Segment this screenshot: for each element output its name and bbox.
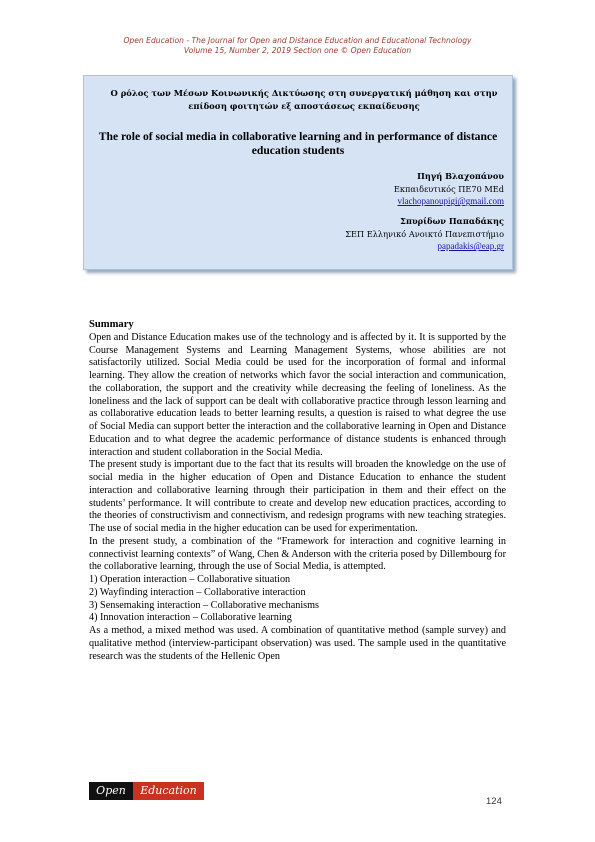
summary-paragraph: The present study is important due to the fact that its results will broaden the knowledge on the use of social media in the higher education of Open and Distance Education to enhance the student interaction and collaborative learning through their participation in them and their effect on the students’ performance. It will contribute to create and develop new education practices, according to the theories of constructivism and connectivism, and redesign programs with new teaching strategies. The use of social media in the higher education can be used for experimentation. <box>89 459 506 534</box>
journal-header <box>0 36 595 56</box>
list-item: 4) Innovation interaction – Collaborative learning <box>89 612 292 624</box>
author-block <box>394 170 504 208</box>
list-item: 1) Operation interaction – Collaborative situation <box>89 574 291 585</box>
author-block <box>345 215 504 253</box>
title-box <box>83 75 513 270</box>
open-education-logo <box>89 782 204 800</box>
greek-title: Ο ρόλος των Μέσων Κοινωνικής Δικτύωσης στη συνεργατική μάθηση και στην επίδοση φοιτητών εξ αποστάσεως εκπαίδευσης <box>110 88 498 111</box>
english-title: The role of social media in collaborative learning and in performance of distance education students <box>98 130 498 157</box>
author-email-link[interactable]: vlachopanoupigi@gmail.com <box>397 196 504 207</box>
summary-paragraph: Open and Distance Education makes use of the technology and is affected by it. It is supported by the Course Management Systems and Learning Management Systems, whose abilities are not satisfactorily utilized. Social Media could be used for the incorporation of formal and informal learning. They allow the creation of networks which favor the social interaction and communication, the collaboration, the support and the creativity while decreasing the feeling of loneliness. As the loneliness and the lack of support can be dealt with collaborative practice through lesson learning and as collaborative education leads to better learning results, a question is raised to what degree the use of Social Media can support better the interaction and the collaborative learning in Open and Distance Education and to what degree the academic performance of distance students is enhanced through interaction and student collaboration in the Social Media. <box>89 331 506 458</box>
author-name: Σπυρίδων Παπαδάκης <box>400 216 504 226</box>
journal-header-line-1: Open Education - The Journal for Open and Distance Education and Educational Technology <box>123 36 472 45</box>
author-name: Πηγή Βλαχοπάνου <box>417 171 504 181</box>
summary-paragraph: In the present study, a combination of the “Framework for interaction and cognitive learning in connectivist learning contexts” of Wang, Chen & Anderson with the criteria posed by Dillembourg for the collaborative learning, through the use of Social Media, is attempted. <box>89 535 506 573</box>
logo-education-text: Education <box>133 782 204 800</box>
author-affiliation: Εκπαιδευτικός ΠΕ70 MEd <box>393 183 504 194</box>
list-item: 2) Wayfinding interaction – Collaborative interaction <box>89 586 306 598</box>
summary-section <box>89 319 506 663</box>
logo-open-text: Open <box>89 782 133 800</box>
author-affiliation: ΣΕΠ Ελληνικό Ανοικτό Πανεπιστήμιο <box>345 228 504 239</box>
list-item: 3) Sensemaking interaction – Collaborative mechanisms <box>89 599 320 611</box>
journal-header-line-2: Volume 15, Number 2, 2019 Section one © Open Education <box>183 46 412 55</box>
summary-paragraph: As a method, a mixed method was used. A combination of quantitative method (sample survey) and qualitative method (interview-participant observation) was used. The sample used in the quantitative research was the students of the Hellenic Open <box>89 625 506 662</box>
page-number: 124 <box>486 796 502 807</box>
author-email-link[interactable]: papadakis@eap.gr <box>437 241 504 252</box>
summary-heading: Summary <box>89 319 134 330</box>
